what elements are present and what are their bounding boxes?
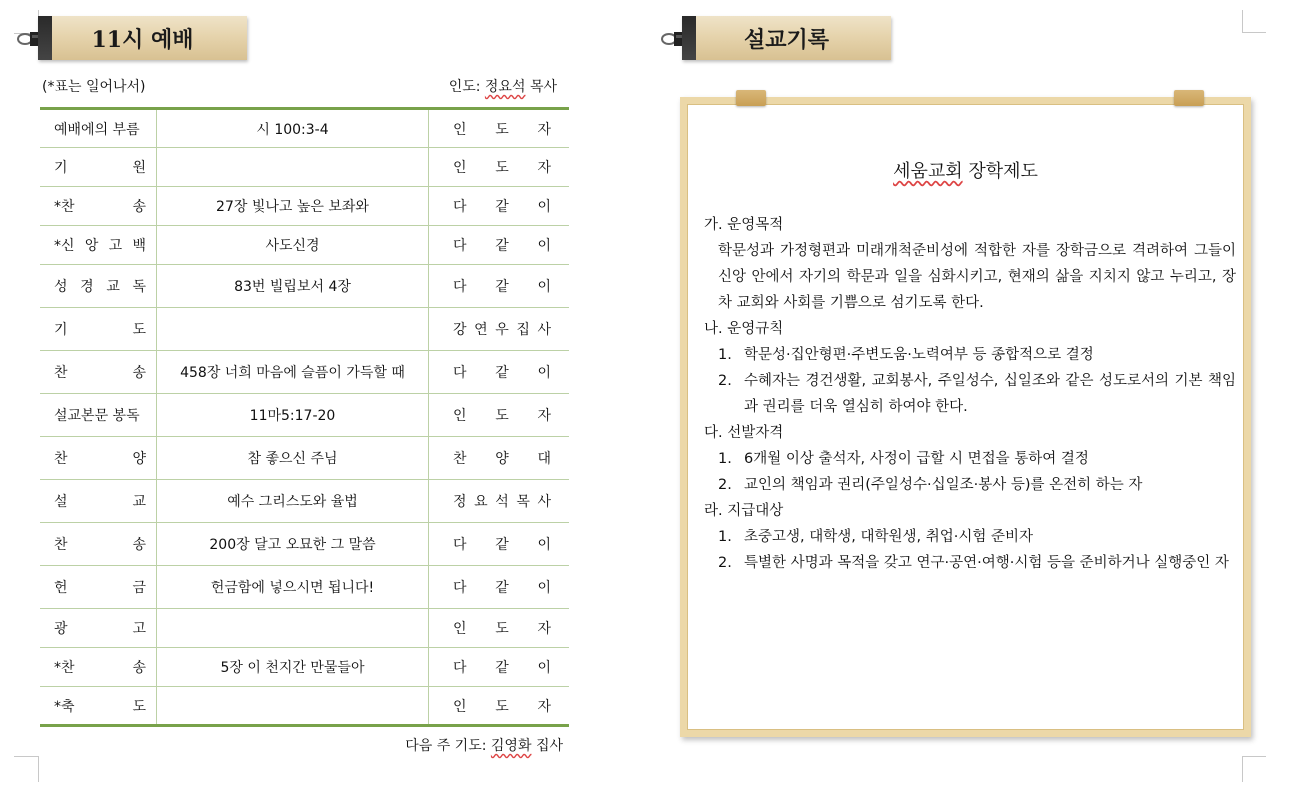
table-row (40, 226, 569, 265)
order-by-char: 목 (516, 494, 530, 510)
sermon-title: 설교기록 (743, 26, 829, 53)
order-content-cell (157, 351, 429, 394)
order-by-char: 다 (453, 279, 467, 295)
order-by-char: 정 (453, 494, 467, 510)
order-by-char: 집 (516, 322, 530, 338)
table-row (40, 437, 569, 480)
order-by-char: 도 (495, 408, 509, 424)
order-content-cell (157, 648, 429, 687)
order-by-char: 사 (537, 322, 551, 338)
order-by-char: 인 (453, 698, 467, 715)
doc-title-church: 세움교회 (893, 161, 963, 182)
table-row (40, 648, 569, 687)
order-item-cell (40, 308, 157, 351)
order-content-cell (157, 566, 429, 609)
order-content: 11마5:17-20 (249, 408, 336, 424)
order-content-cell (157, 187, 429, 226)
order-content-cell (157, 687, 429, 726)
order-by-char: 양 (495, 451, 509, 467)
order-by-cell (429, 648, 570, 687)
section-body: 학문성과 가정형편과 미래개척준비성에 적합한 자를 장학금으로 격려하여 그들이 신앙 안에서 자기의 학문과 일을 심화시키고, 현재의 삶을 지치지 않고 누리고, 장차 교회와 사회를 기쁨으로 섬기도록 한다. (718, 243, 1236, 311)
order-item-label: 금 (132, 580, 146, 596)
table-row (40, 187, 569, 226)
order-item-label: 고 (108, 238, 123, 254)
order-by-char: 다 (453, 580, 467, 596)
list-number: 1. (718, 347, 732, 363)
order-by-cell (429, 226, 570, 265)
scholarship-document (704, 212, 1236, 576)
table-row (40, 687, 569, 726)
list-text: 특별한 사명과 목적을 갖고 연구·공연·여행·시험 등을 준비하거나 실행중인 자 (744, 555, 1229, 571)
order-by-char: 이 (537, 238, 551, 254)
order-item-cell (40, 437, 157, 480)
list-number: 1. (718, 529, 732, 545)
order-by-cell (429, 109, 570, 148)
order-item-label: 교 (132, 494, 146, 510)
order-by-char: 다 (453, 660, 467, 676)
order-by-char: 연 (474, 322, 488, 338)
order-by-char: 도 (495, 121, 509, 138)
order-content: 헌금함에 넣으시면 됩니다! (210, 580, 375, 596)
leader-label: 인도: (448, 79, 481, 95)
list-item (704, 524, 1236, 550)
order-item-label: 예배에의 부름 (54, 121, 140, 138)
order-content-cell (157, 308, 429, 351)
order-item-cell (40, 187, 157, 226)
table-row (40, 308, 569, 351)
order-content: 27장 빛나고 높은 보좌와 (216, 199, 369, 215)
list-item (704, 472, 1236, 498)
order-item-cell (40, 394, 157, 437)
order-by-char: 자 (537, 621, 551, 637)
order-by-char: 다 (453, 238, 467, 254)
order-item-label: 도 (132, 322, 146, 338)
order-by-cell (429, 187, 570, 226)
order-content-cell (157, 265, 429, 308)
table-row (40, 480, 569, 523)
next-prayer-title: 집사 (535, 738, 563, 754)
order-item-label: 백 (132, 238, 146, 254)
order-by-char: 같 (495, 365, 509, 381)
order-item-label: *찬 (54, 660, 75, 676)
section-heading: 다. 선발자격 (704, 425, 784, 441)
order-by-cell (429, 609, 570, 648)
order-item-cell (40, 609, 157, 648)
order-content-cell (157, 523, 429, 566)
order-by-char: 같 (495, 660, 509, 676)
order-by-char: 도 (495, 621, 509, 637)
order-by-char: 같 (495, 537, 509, 553)
table-row (40, 394, 569, 437)
order-by-char: 다 (453, 365, 467, 381)
leader-title: 목사 (529, 79, 557, 95)
order-content: 200장 달고 오묘한 그 말씀 (209, 537, 376, 553)
order-by-char: 같 (495, 580, 509, 596)
list-text: 교인의 책임과 권리(주일성수·십일조·봉사 등)를 온전히 하는 자 (744, 477, 1143, 493)
order-by-cell (429, 351, 570, 394)
order-content: 예수 그리스도와 율법 (227, 494, 358, 510)
leader-line (449, 76, 557, 96)
order-item-cell (40, 109, 157, 148)
order-item-label: *찬 (54, 199, 75, 215)
order-content-cell (157, 437, 429, 480)
doc-title (680, 157, 1251, 183)
order-by-cell (429, 480, 570, 523)
list-number: 1. (718, 451, 732, 467)
order-by-char: 같 (495, 279, 509, 295)
section-heading: 가. 운영목적 (704, 217, 784, 233)
list-number: 2. (718, 555, 732, 571)
order-by-char: 이 (537, 279, 551, 295)
order-item-label: 송 (132, 660, 146, 676)
order-item-label: 송 (132, 537, 146, 553)
order-by-char: 대 (537, 451, 551, 467)
order-by-char: 우 (495, 322, 509, 338)
list-item (704, 550, 1236, 576)
order-item-label: 송 (132, 365, 146, 381)
order-content: 83번 빌립보서 4장 (234, 279, 351, 295)
order-content-cell (157, 609, 429, 648)
crop-mark (1242, 32, 1266, 33)
list-item (704, 446, 1236, 472)
order-item-label: 고 (132, 621, 146, 637)
order-by-char: 도 (495, 160, 509, 176)
order-by-char: 자 (537, 408, 551, 424)
order-content-cell (157, 109, 429, 148)
order-by-char: 요 (474, 494, 488, 510)
crop-mark (14, 756, 38, 757)
order-by-cell (429, 148, 570, 187)
order-by-char: 강 (453, 322, 467, 338)
order-item-label: 원 (132, 160, 146, 176)
leader-name: 정요석 (484, 79, 526, 95)
order-item-label: 송 (132, 199, 146, 215)
order-by-char: 같 (495, 199, 509, 215)
order-item-label: 도 (132, 698, 146, 715)
order-by-char: 이 (537, 537, 551, 553)
order-by-char: 다 (453, 537, 467, 553)
list-text: 6개월 이상 출석자, 사정이 급할 시 면접을 통하여 결정 (744, 451, 1089, 467)
order-by-char: 자 (537, 698, 551, 715)
table-row (40, 609, 569, 648)
order-by-cell (429, 523, 570, 566)
table-row (40, 523, 569, 566)
order-item-cell (40, 226, 157, 265)
order-item-label: *축 (54, 698, 75, 715)
order-by-char: 찬 (453, 451, 467, 467)
order-item-cell (40, 480, 157, 523)
order-item-cell (40, 148, 157, 187)
section-heading: 라. 지급대상 (704, 503, 784, 519)
order-item-cell (40, 687, 157, 726)
order-by-char: 이 (537, 365, 551, 381)
list-number: 2. (718, 373, 732, 389)
order-item-cell (40, 351, 157, 394)
order-content: 사도신경 (265, 238, 320, 254)
order-item-label: 기 (54, 160, 68, 176)
order-item-cell (40, 523, 157, 566)
crop-mark (1242, 756, 1266, 757)
order-content-cell (157, 148, 429, 187)
order-by-char: 인 (453, 621, 467, 637)
order-item-label: 경 (80, 279, 94, 295)
order-item-cell (40, 648, 157, 687)
crop-mark (1242, 756, 1243, 782)
order-content: 시 100:3-4 (256, 121, 329, 138)
order-by-char: 이 (537, 580, 551, 596)
order-item-label: 기 (54, 322, 68, 338)
order-item-label: 설교본문 봉독 (54, 408, 140, 424)
order-by-char: 이 (537, 199, 551, 215)
next-prayer-label: 다음 주 기도: (405, 738, 487, 754)
section-heading: 나. 운영규칙 (704, 321, 784, 337)
worship-title: 11시 예배 (91, 26, 194, 53)
order-item-label: 성 (54, 279, 68, 295)
order-content: 5장 이 천지간 만물들아 (220, 660, 365, 676)
list-number: 2. (718, 477, 732, 493)
order-by-char: 석 (495, 494, 509, 510)
table-row (40, 265, 569, 308)
table-row (40, 148, 569, 187)
order-by-char: 자 (537, 160, 551, 176)
order-by-char: 다 (453, 199, 467, 215)
order-by-char: 인 (453, 121, 467, 138)
sermon-title-ribbon (682, 16, 891, 60)
next-prayer-name: 김영화 (490, 738, 532, 754)
crop-mark (38, 756, 39, 782)
order-by-cell (429, 566, 570, 609)
order-item-label: 찬 (54, 537, 68, 553)
next-prayer-line (405, 735, 563, 755)
order-item-label: 헌 (54, 580, 68, 596)
order-item-cell (40, 265, 157, 308)
worship-order-table (40, 107, 569, 727)
list-text: 학문성·집안형편·주변도움·노력여부 등 종합적으로 결정 (744, 347, 1094, 363)
order-item-label: 찬 (54, 451, 68, 467)
order-content: 458장 너희 마음에 슬픔이 가득할 때 (180, 365, 405, 381)
order-by-cell (429, 437, 570, 480)
order-item-label: 앙 (84, 238, 99, 254)
order-item-label: 찬 (54, 365, 68, 381)
order-by-char: 이 (537, 660, 551, 676)
worship-title-ribbon (38, 16, 247, 60)
order-by-char: 사 (537, 494, 551, 510)
order-by-char: 도 (495, 698, 509, 715)
order-by-char: 같 (495, 238, 509, 254)
order-by-cell (429, 687, 570, 726)
order-item-cell (40, 566, 157, 609)
list-item (704, 368, 1236, 420)
list-item (704, 342, 1236, 368)
order-content-cell (157, 226, 429, 265)
order-by-cell (429, 308, 570, 351)
order-by-cell (429, 265, 570, 308)
order-item-label: 양 (132, 451, 146, 467)
doc-title-topic: 장학제도 (968, 161, 1038, 182)
order-by-cell (429, 394, 570, 437)
crop-mark (1242, 10, 1243, 32)
standing-note: (*표는 일어나서) (42, 79, 146, 95)
order-item-label: 광 (54, 621, 68, 637)
order-item-label: 설 (54, 494, 68, 510)
order-content-cell (157, 480, 429, 523)
order-item-label: 독 (132, 279, 146, 295)
table-row (40, 566, 569, 609)
order-content-cell (157, 394, 429, 437)
order-by-char: 인 (453, 408, 467, 424)
order-by-char: 자 (537, 121, 551, 138)
order-content: 참 좋으신 주님 (247, 451, 338, 467)
order-by-char: 인 (453, 160, 467, 176)
table-row (40, 109, 569, 148)
frame-tape (1174, 90, 1204, 106)
table-row (40, 351, 569, 394)
list-text: 초중고생, 대학생, 대학원생, 취업·시험 준비자 (744, 529, 1033, 545)
order-item-label: 교 (106, 279, 120, 295)
frame-tape (736, 90, 766, 106)
order-item-label: *신 (54, 238, 75, 254)
list-text: 수혜자는 경건생활, 교회봉사, 주일성수, 십일조와 같은 성도로서의 기본 책임과 권리를 더욱 열심히 하여야 한다. (744, 373, 1236, 415)
